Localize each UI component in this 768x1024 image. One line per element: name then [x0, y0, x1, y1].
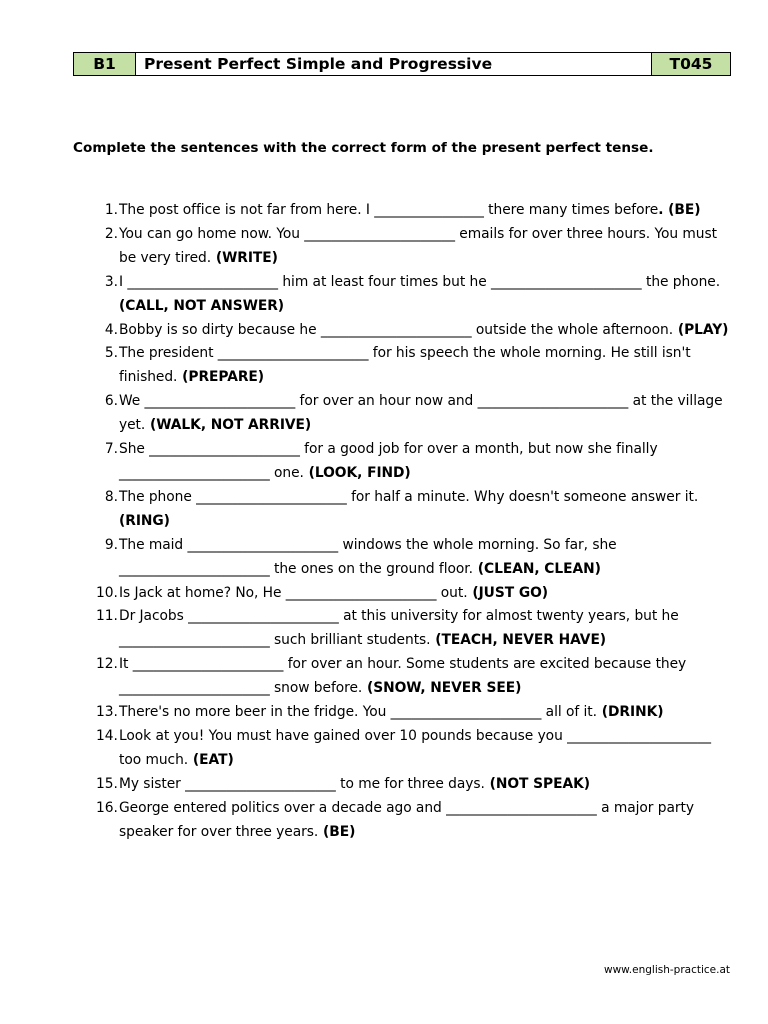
- exercise-text-wrap: [118, 486, 733, 534]
- exercise-text-wrap: [118, 797, 733, 845]
- footer-url: www.english-practice.at: [603, 964, 730, 976]
- exercise-number: 10.: [96, 584, 118, 601]
- exercise-item: [73, 223, 733, 271]
- exercise-number: 14.: [96, 727, 118, 744]
- exercise-verb-hint: (WALK, NOT ARRIVE): [145, 417, 312, 434]
- exercise-number: 6.: [104, 393, 118, 410]
- exercise-text-wrap: [118, 653, 733, 701]
- exercise-number: 8.: [104, 488, 118, 505]
- exercise-number: 16.: [96, 799, 118, 816]
- exercise-item: [73, 438, 733, 486]
- exercise-sentence: You can go home now. You ______________________ emails for over three hours. You must be very tired.: [119, 225, 717, 266]
- exercise-text-wrap: [118, 701, 733, 725]
- exercise-item: [73, 725, 733, 773]
- exercise-item: [73, 701, 733, 725]
- exercise-number: 11.: [96, 608, 118, 625]
- exercise-verb-hint: (JUST GO): [467, 584, 549, 601]
- exercise-number: 15.: [96, 775, 118, 792]
- exercise-text-wrap: [118, 773, 733, 797]
- exercise-verb-hint: . (BE): [658, 202, 701, 218]
- exercise-sentence: My sister ______________________ to me for three days.: [119, 775, 485, 792]
- exercise-verb-hint: (CALL, NOT ANSWER): [119, 297, 285, 314]
- exercise-sentence: She ______________________ for a good job for over a month, but now she finally ______________________ one.: [119, 441, 658, 481]
- exercise-sentence: We ______________________ for over an hour now and ______________________ at the village yet.: [119, 393, 723, 434]
- exercise-verb-hint: (CLEAN, CLEAN): [473, 560, 601, 577]
- exercise-list: [73, 199, 733, 844]
- exercise-verb-hint: (NOT SPEAK): [484, 775, 590, 792]
- exercise-text-wrap: [118, 223, 733, 271]
- exercise-sentence: It ______________________ for over an hour. Some students are excited because they ______________________ snow before.: [119, 656, 687, 697]
- instructions: Complete the sentences with the correct form of the present perfect tense.: [73, 140, 654, 156]
- exercise-text-wrap: [118, 605, 733, 653]
- exercise-sentence: The post office is not far from here. I ________________ there many times before: [119, 202, 659, 218]
- exercise-text-wrap: [118, 199, 733, 223]
- exercise-sentence: Bobby is so dirty because he ______________________ outside the whole afternoon.: [119, 321, 674, 338]
- exercise-text-wrap: [118, 271, 733, 319]
- exercise-item: [73, 271, 733, 319]
- exercise-item: [73, 199, 733, 223]
- exercise-verb-hint: (LOOK, FIND): [303, 464, 411, 481]
- exercise-sentence: The president ______________________ for his speech the whole morning. He still isn't finished.: [119, 345, 691, 386]
- exercise-sentence: The phone ______________________ for half a minute. Why doesn't someone answer it.: [119, 488, 699, 505]
- exercise-item: [73, 605, 733, 653]
- exercise-verb-hint: (BE): [318, 823, 356, 840]
- exercise-number: 12.: [96, 656, 118, 673]
- exercise-number: 1.: [104, 202, 118, 218]
- exercise-item: [73, 342, 733, 390]
- exercise-number: 5.: [104, 345, 118, 362]
- exercise-item: [73, 773, 733, 797]
- exercise-number: 3.: [104, 273, 118, 290]
- exercise-sentence: George entered politics over a decade ago and ______________________ a major party speaker for over three years.: [119, 799, 694, 840]
- exercise-text-wrap: [118, 438, 733, 486]
- exercise-verb-hint: (WRITE): [211, 249, 278, 266]
- exercise-sentence: Dr Jacobs ______________________ at this university for almost twenty years, but he ______________________ such brilliant students.: [119, 608, 679, 649]
- exercise-item: [73, 582, 733, 606]
- exercise-sentence: Look at you! You must have gained over 10 pounds because you _____________________ too much.: [119, 727, 711, 768]
- worksheet-title: Present Perfect Simple and Progressive: [136, 53, 651, 75]
- exercise-number: 13.: [96, 704, 118, 721]
- exercise-text-wrap: [118, 725, 733, 773]
- exercise-item: [73, 653, 733, 701]
- worksheet-code: T045: [651, 53, 730, 75]
- exercise-text-wrap: [118, 390, 733, 438]
- exercise-verb-hint: (SNOW, NEVER SEE): [362, 680, 522, 697]
- exercise-number: 4.: [104, 321, 118, 338]
- exercise-text-wrap: [118, 319, 733, 343]
- exercise-sentence: I ______________________ him at least four times but he ______________________ the phone.: [119, 273, 721, 290]
- exercise-item: [73, 797, 733, 845]
- exercise-verb-hint: (RING): [119, 512, 170, 529]
- exercise-number: 7.: [104, 441, 118, 458]
- exercise-item: [73, 319, 733, 343]
- exercise-text-wrap: [118, 534, 733, 582]
- exercise-verb-hint: (DRINK): [597, 704, 664, 721]
- exercise-number: 9.: [104, 536, 118, 553]
- exercise-verb-hint: (PREPARE): [177, 369, 265, 386]
- exercise-item: [73, 486, 733, 534]
- exercise-item: [73, 534, 733, 582]
- exercise-text-wrap: [118, 582, 733, 606]
- worksheet-header: [73, 52, 731, 76]
- exercise-sentence: Is Jack at home? No, He ______________________ out.: [119, 584, 468, 601]
- exercise-verb-hint: (EAT): [188, 751, 234, 768]
- level-badge: B1: [74, 53, 136, 75]
- exercise-verb-hint: (TEACH, NEVER HAVE): [430, 632, 607, 649]
- exercise-item: [73, 390, 733, 438]
- exercise-verb-hint: (PLAY): [673, 321, 729, 338]
- exercise-number: 2.: [104, 225, 118, 242]
- exercise-sentence: There's no more beer in the fridge. You ______________________ all of it.: [119, 704, 597, 721]
- exercise-text-wrap: [118, 342, 733, 390]
- exercise-sentence: The maid ______________________ windows the whole morning. So far, she ______________________ the ones on the ground floor.: [119, 536, 617, 577]
